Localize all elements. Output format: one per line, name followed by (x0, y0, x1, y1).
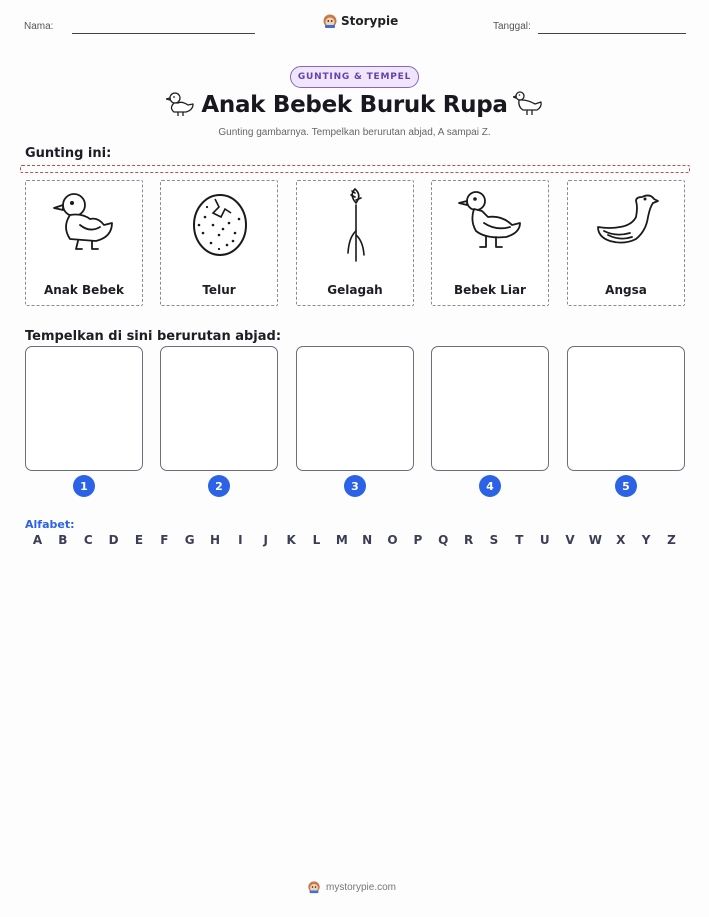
slot-number: 1 (73, 475, 95, 497)
name-line[interactable] (72, 33, 255, 34)
worksheet-title: Anak Bebek Buruk Rupa (201, 92, 508, 118)
alphabet-letter: P (413, 533, 423, 547)
footer (307, 880, 396, 894)
cut-card-gelagah[interactable] (296, 180, 414, 306)
alphabet-letter: U (539, 533, 550, 547)
slot-number: 3 (344, 475, 366, 497)
cut-card-telur[interactable] (160, 180, 278, 306)
date-label: Tanggal: (493, 21, 531, 32)
storypie-logo (322, 13, 398, 29)
alphabet-letter: V (565, 533, 575, 547)
cut-line (20, 165, 690, 173)
alphabet-letter: L (312, 533, 321, 547)
alphabet-letter: Q (438, 533, 449, 547)
duck-right-icon (513, 90, 543, 118)
alphabet-letter: W (588, 533, 603, 547)
alphabet-letter: K (286, 533, 296, 547)
paste-section-label: Tempelkan di sini berurutan abjad: (25, 329, 282, 344)
alphabet-label: Alfabet: (25, 518, 75, 531)
alphabet-row (25, 533, 684, 547)
alphabet-letter: R (463, 533, 474, 547)
name-label: Nama: (24, 21, 54, 32)
brand-name: Storypie (341, 14, 399, 28)
worksheet-instructions: Gunting gambarnya. Tempelkan berurutan abjad, A sampai Z. (218, 127, 491, 138)
paste-slot-1[interactable] (25, 346, 143, 471)
storypie-mascot-icon (307, 880, 321, 894)
paste-slot-3[interactable] (296, 346, 414, 471)
footer-url[interactable]: mystorypie.com (326, 881, 397, 893)
slot-number: 4 (479, 475, 501, 497)
card-label: Angsa (605, 283, 647, 297)
paste-slot-2[interactable] (160, 346, 278, 471)
date-line[interactable] (538, 33, 686, 34)
alphabet-letter: T (515, 533, 524, 547)
alphabet-letter: I (238, 533, 243, 547)
cut-section-label: Gunting ini: (25, 146, 112, 161)
alphabet-letter: M (335, 533, 348, 547)
swan-icon (592, 187, 662, 257)
alphabet-letter: G (184, 533, 195, 547)
egg-icon (185, 187, 255, 257)
storypie-mascot-icon (322, 13, 338, 29)
cut-card-angsa[interactable] (567, 180, 685, 306)
card-label: Gelagah (327, 283, 383, 297)
duckling-icon (50, 187, 120, 257)
alphabet-letter: C (83, 533, 93, 547)
worksheet-header (0, 0, 709, 40)
alphabet-letter: Z (667, 533, 676, 547)
slot-number: 2 (208, 475, 230, 497)
alphabet-letter: A (32, 533, 43, 547)
slot-number: 5 (615, 475, 637, 497)
activity-badge: GUNTING & TEMPEL (290, 66, 419, 88)
alphabet-letter: H (209, 533, 221, 547)
alphabet-letter: O (387, 533, 398, 547)
alphabet-letter: D (108, 533, 119, 547)
paste-slot-4[interactable] (431, 346, 549, 471)
card-label: Anak Bebek (43, 283, 125, 297)
alphabet-letter: X (616, 533, 626, 547)
paste-slot-5[interactable] (567, 346, 685, 471)
card-label: Telur (202, 283, 236, 297)
alphabet-letter: E (134, 533, 144, 547)
cut-card-anak-bebek[interactable] (25, 180, 143, 306)
alphabet-letter: B (58, 533, 68, 547)
wild-duck-icon (456, 187, 526, 257)
reed-icon (321, 187, 391, 263)
alphabet-letter: J (263, 533, 268, 547)
alphabet-letter: N (362, 533, 373, 547)
alphabet-letter: F (160, 533, 169, 547)
alphabet-letter: S (489, 533, 499, 547)
cut-card-bebek-liar[interactable] (431, 180, 549, 306)
alphabet-letter: Y (641, 533, 651, 547)
card-label: Bebek Liar (454, 283, 526, 297)
